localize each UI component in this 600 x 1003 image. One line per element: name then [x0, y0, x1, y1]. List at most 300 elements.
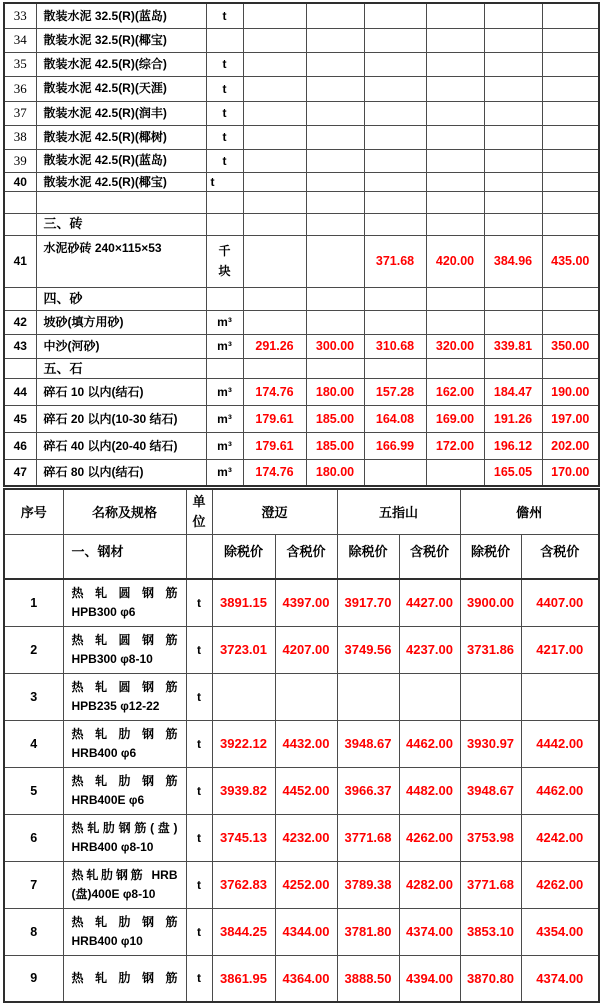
- material-row: [4, 334, 599, 358]
- price-cell: 4452.00: [275, 767, 337, 814]
- price-cell: 4344.00: [275, 908, 337, 955]
- price-cell: 4427.00: [399, 579, 460, 626]
- price-cell: 4432.00: [275, 720, 337, 767]
- price-cell: 291.26: [243, 334, 306, 358]
- section-steel-label: 一、钢材: [63, 534, 186, 579]
- unit-cell: t: [206, 52, 243, 76]
- price-cell: 3781.80: [337, 908, 399, 955]
- material-row: [4, 406, 599, 433]
- price-cell: [243, 287, 306, 310]
- price-cell: 185.00: [306, 433, 364, 460]
- price-cell: 196.12: [484, 433, 542, 460]
- price-cell: [426, 125, 484, 149]
- unit-cell: t: [206, 172, 243, 191]
- unit-cell: m³: [206, 433, 243, 460]
- price-cell: [306, 310, 364, 334]
- price-cell: 3749.56: [337, 626, 399, 673]
- material-row: [4, 52, 599, 76]
- material-row: [4, 172, 599, 191]
- price-cell: 170.00: [542, 460, 599, 486]
- material-row: [4, 235, 599, 287]
- price-cell: [426, 358, 484, 379]
- row-number-cell: 33: [4, 3, 36, 28]
- price-ex-tax-header: 除税价: [337, 534, 399, 579]
- price-cell: [484, 287, 542, 310]
- price-cell: 179.61: [243, 406, 306, 433]
- price-cell: [542, 310, 599, 334]
- unit-cell: t: [186, 673, 212, 720]
- price-cell: [364, 76, 426, 101]
- price-cell: [542, 213, 599, 235]
- item-name-line1: 热 轧 圆 钢 筋: [71, 586, 178, 601]
- price-cell: [364, 287, 426, 310]
- row-number-cell: [4, 191, 36, 213]
- item-name-cell: 散装水泥 32.5(R)(椰宝): [36, 28, 206, 52]
- row-number-cell: 45: [4, 406, 36, 433]
- price-cell: 310.68: [364, 334, 426, 358]
- price-cell: 3948.67: [337, 720, 399, 767]
- unit-cell: t: [186, 579, 212, 626]
- price-cell: 3922.12: [212, 720, 275, 767]
- price-cell: [306, 287, 364, 310]
- unit-cell: t: [186, 861, 212, 908]
- price-cell: [426, 460, 484, 486]
- price-ex-tax-header: 除税价: [460, 534, 521, 579]
- steel-row: [4, 908, 599, 955]
- price-cell: 3891.15: [212, 579, 275, 626]
- price-cell: [542, 125, 599, 149]
- unit-cell: t: [186, 767, 212, 814]
- price-cell: [484, 191, 542, 213]
- price-cell: [243, 191, 306, 213]
- row-number-cell: 46: [4, 433, 36, 460]
- price-cell: 3771.68: [460, 861, 521, 908]
- price-cell: 4252.00: [275, 861, 337, 908]
- price-cell: [484, 213, 542, 235]
- steel-price-table: [3, 488, 600, 1003]
- price-cell: 4232.00: [275, 814, 337, 861]
- price-cell: 4394.00: [399, 955, 460, 1002]
- price-cell: 174.76: [243, 460, 306, 486]
- price-cell: 4407.00: [521, 579, 599, 626]
- price-cell: 3844.25: [212, 908, 275, 955]
- price-cell: 190.00: [542, 379, 599, 406]
- row-number-cell: 6: [4, 814, 63, 861]
- steel-header-row: [4, 489, 599, 534]
- item-name-cell: [63, 579, 186, 626]
- price-cell: [542, 149, 599, 172]
- row-number-cell: 3: [4, 673, 63, 720]
- price-inc-tax-header: 含税价: [399, 534, 460, 579]
- price-cell: [484, 101, 542, 125]
- price-cell: 4207.00: [275, 626, 337, 673]
- price-cell: 350.00: [542, 334, 599, 358]
- seq-header-spacer: [4, 534, 63, 579]
- price-cell: 197.00: [542, 406, 599, 433]
- price-cell: 384.96: [484, 235, 542, 287]
- steel-row: [4, 720, 599, 767]
- price-cell: [521, 673, 599, 720]
- city-header-wuzhishan: 五指山: [337, 489, 460, 534]
- price-cell: [460, 673, 521, 720]
- price-cell: [542, 172, 599, 191]
- unit-cell: t: [206, 3, 243, 28]
- steel-row: [4, 955, 599, 1002]
- row-number-cell: 36: [4, 76, 36, 101]
- price-cell: [243, 101, 306, 125]
- price-cell: 165.05: [484, 460, 542, 486]
- material-row: [4, 3, 599, 28]
- row-number-cell: 7: [4, 861, 63, 908]
- row-number-cell: 42: [4, 310, 36, 334]
- price-cell: [542, 191, 599, 213]
- price-cell: 202.00: [542, 433, 599, 460]
- unit-cell: m³: [206, 334, 243, 358]
- item-name-line1: 热 轧 圆 钢 筋: [71, 679, 178, 694]
- material-row: [4, 379, 599, 406]
- price-cell: [426, 3, 484, 28]
- item-name-cell: 碎石 10 以内(结石): [36, 379, 206, 406]
- unit-cell: [206, 191, 243, 213]
- price-cell: [484, 52, 542, 76]
- item-name-line2: HRB400 φ6: [71, 745, 137, 760]
- material-row: [4, 125, 599, 149]
- price-cell: [364, 191, 426, 213]
- item-name-cell: [63, 720, 186, 767]
- price-cell: [306, 3, 364, 28]
- city-header-danzhou: 儋州: [460, 489, 599, 534]
- price-cell: 4217.00: [521, 626, 599, 673]
- price-cell: 4442.00: [521, 720, 599, 767]
- price-cell: [399, 673, 460, 720]
- price-cell: [426, 101, 484, 125]
- item-name-line1: 热 轧 肋 钢 筋: [71, 773, 178, 788]
- unit-cell: m³: [206, 379, 243, 406]
- price-cell: [542, 76, 599, 101]
- material-row: [4, 310, 599, 334]
- price-cell: [484, 76, 542, 101]
- price-cell: [306, 172, 364, 191]
- price-cell: [243, 28, 306, 52]
- price-cell: [306, 76, 364, 101]
- row-number-cell: 5: [4, 767, 63, 814]
- price-cell: [484, 358, 542, 379]
- item-name-line2: HPB300 φ6: [71, 604, 136, 619]
- row-number-cell: 47: [4, 460, 36, 486]
- price-cell: [364, 358, 426, 379]
- price-cell: [426, 28, 484, 52]
- price-cell: 157.28: [364, 379, 426, 406]
- row-number-cell: 34: [4, 28, 36, 52]
- price-cell: [426, 172, 484, 191]
- price-cell: [364, 101, 426, 125]
- unit-cell: m³: [206, 310, 243, 334]
- material-row: [4, 149, 599, 172]
- unit-cell: t: [206, 101, 243, 125]
- unit-cell: t: [186, 955, 212, 1002]
- price-cell: [306, 149, 364, 172]
- price-cell: [243, 52, 306, 76]
- price-cell: [364, 213, 426, 235]
- price-cell: 435.00: [542, 235, 599, 287]
- row-number-cell: 43: [4, 334, 36, 358]
- unit-cell: t: [206, 149, 243, 172]
- steel-row: [4, 673, 599, 720]
- price-cell: [364, 125, 426, 149]
- item-name-cell: [63, 814, 186, 861]
- unit-cell: t: [186, 908, 212, 955]
- row-number-cell: [4, 287, 36, 310]
- section-label-cell: 三、砖: [36, 213, 206, 235]
- price-cell: 3939.82: [212, 767, 275, 814]
- price-cell: [243, 310, 306, 334]
- price-cell: 3731.86: [460, 626, 521, 673]
- unit-cell: m³: [206, 406, 243, 433]
- item-name-line2: HRB400E φ6: [71, 792, 145, 807]
- price-cell: 169.00: [426, 406, 484, 433]
- name-spec-header: 名称及规格: [63, 489, 186, 534]
- item-name-line1: 热 轧 圆 钢 筋: [71, 632, 178, 647]
- price-cell: [243, 76, 306, 101]
- unit-cell: t: [206, 125, 243, 149]
- item-name-cell: 散装水泥 42.5(R)(天涯): [36, 76, 206, 101]
- section-row: [4, 213, 599, 235]
- row-number-cell: 8: [4, 908, 63, 955]
- price-cell: [542, 52, 599, 76]
- section-label-cell: 五、石: [36, 358, 206, 379]
- price-cell: 3853.10: [460, 908, 521, 955]
- price-cell: 3745.13: [212, 814, 275, 861]
- row-number-cell: 44: [4, 379, 36, 406]
- price-cell: 4237.00: [399, 626, 460, 673]
- material-row: [4, 433, 599, 460]
- steel-row: [4, 626, 599, 673]
- row-number-cell: 37: [4, 101, 36, 125]
- item-name-cell: 坡砂(填方用砂): [36, 310, 206, 334]
- item-name-line2: (盘)400E φ8-10: [71, 886, 156, 901]
- price-cell: [306, 358, 364, 379]
- price-cell: [306, 101, 364, 125]
- price-cell: 164.08: [364, 406, 426, 433]
- price-cell: [426, 191, 484, 213]
- price-cell: 4354.00: [521, 908, 599, 955]
- price-cell: 166.99: [364, 433, 426, 460]
- price-inc-tax-header: 含税价: [275, 534, 337, 579]
- city-header-chengmai: 澄迈: [212, 489, 337, 534]
- price-cell: [364, 149, 426, 172]
- price-cell: 3870.80: [460, 955, 521, 1002]
- price-cell: 420.00: [426, 235, 484, 287]
- price-cell: 3861.95: [212, 955, 275, 1002]
- price-cell: 4374.00: [521, 955, 599, 1002]
- price-cell: [426, 310, 484, 334]
- item-name-cell: [36, 191, 206, 213]
- price-cell: 4282.00: [399, 861, 460, 908]
- item-name-cell: 散装水泥 42.5(R)(椰宝): [36, 172, 206, 191]
- price-cell: [364, 310, 426, 334]
- item-name-cell: 散装水泥 42.5(R)(椰树): [36, 125, 206, 149]
- price-cell: [542, 3, 599, 28]
- item-name-cell: [63, 626, 186, 673]
- material-row: [4, 101, 599, 125]
- price-cell: 179.61: [243, 433, 306, 460]
- price-cell: [484, 172, 542, 191]
- price-cell: [306, 213, 364, 235]
- price-cell: [364, 3, 426, 28]
- item-name-cell: 碎石 40 以内(20-40 结石): [36, 433, 206, 460]
- unit-cell: [206, 28, 243, 52]
- price-cell: 3917.70: [337, 579, 399, 626]
- item-name-cell: 水泥砂砖 240×115×53: [36, 235, 206, 287]
- price-cell: [212, 673, 275, 720]
- price-cell: 3753.98: [460, 814, 521, 861]
- price-cell: [426, 287, 484, 310]
- row-number-cell: 9: [4, 955, 63, 1002]
- item-name-cell: 碎石 80 以内(结石): [36, 460, 206, 486]
- price-cell: [484, 149, 542, 172]
- unit-cell: m³: [206, 460, 243, 486]
- price-cell: [542, 287, 599, 310]
- item-name-cell: [63, 767, 186, 814]
- materials-price-table: [3, 2, 600, 487]
- price-cell: 174.76: [243, 379, 306, 406]
- price-cell: 184.47: [484, 379, 542, 406]
- price-cell: 172.00: [426, 433, 484, 460]
- unit-header: 单位: [186, 489, 212, 534]
- price-cell: [243, 149, 306, 172]
- price-cell: 3762.83: [212, 861, 275, 908]
- steel-row: [4, 814, 599, 861]
- price-cell: [364, 460, 426, 486]
- price-cell: 339.81: [484, 334, 542, 358]
- price-cell: [426, 149, 484, 172]
- price-ex-tax-header: 除税价: [212, 534, 275, 579]
- row-number-cell: 38: [4, 125, 36, 149]
- price-cell: 180.00: [306, 460, 364, 486]
- item-name-cell: 中沙(河砂): [36, 334, 206, 358]
- item-name-cell: 散装水泥 32.5(R)(蓝岛): [36, 3, 206, 28]
- steel-subheader-row: [4, 534, 599, 579]
- price-cell: [542, 358, 599, 379]
- unit-cell: [206, 213, 243, 235]
- unit-cell: t: [186, 720, 212, 767]
- price-cell: [243, 172, 306, 191]
- price-cell: [275, 673, 337, 720]
- material-row: [4, 76, 599, 101]
- item-name-line1: 热 轧 肋 钢 筋: [71, 970, 178, 985]
- price-cell: [484, 28, 542, 52]
- price-cell: 162.00: [426, 379, 484, 406]
- unit-header-spacer: [186, 534, 212, 579]
- price-cell: [306, 235, 364, 287]
- price-inc-tax-header: 含税价: [521, 534, 599, 579]
- price-cell: 3930.97: [460, 720, 521, 767]
- row-number-cell: [4, 358, 36, 379]
- material-row: [4, 28, 599, 52]
- row-number-cell: 41: [4, 235, 36, 287]
- item-name-line2: HPB300 φ8-10: [71, 651, 153, 666]
- price-cell: [364, 172, 426, 191]
- price-cell: [484, 125, 542, 149]
- unit-cell: 千 块: [206, 235, 243, 287]
- price-cell: 4397.00: [275, 579, 337, 626]
- price-cell: [426, 76, 484, 101]
- price-cell: [243, 3, 306, 28]
- section-row: [4, 287, 599, 310]
- item-name-cell: [63, 861, 186, 908]
- spacer-row: [4, 191, 599, 213]
- unit-cell: t: [206, 76, 243, 101]
- item-name-line2: HRB400 φ8-10: [71, 839, 154, 854]
- price-cell: 4462.00: [399, 720, 460, 767]
- price-cell: 300.00: [306, 334, 364, 358]
- price-cell: [243, 125, 306, 149]
- price-cell: 4242.00: [521, 814, 599, 861]
- price-cell: 4462.00: [521, 767, 599, 814]
- material-row: [4, 460, 599, 486]
- price-cell: 320.00: [426, 334, 484, 358]
- item-name-cell: 碎石 20 以内(10-30 结石): [36, 406, 206, 433]
- unit-cell: t: [186, 626, 212, 673]
- row-number-cell: 4: [4, 720, 63, 767]
- price-cell: 3888.50: [337, 955, 399, 1002]
- item-name-line2: HRB400 φ10: [71, 933, 143, 948]
- price-cell: 4262.00: [521, 861, 599, 908]
- price-cell: [306, 191, 364, 213]
- price-cell: [484, 310, 542, 334]
- price-cell: [243, 213, 306, 235]
- price-cell: 191.26: [484, 406, 542, 433]
- row-number-cell: 35: [4, 52, 36, 76]
- item-name-cell: [63, 955, 186, 1002]
- item-name-line2: HPB235 φ12-22: [71, 698, 160, 713]
- price-cell: 3966.37: [337, 767, 399, 814]
- price-cell: [364, 28, 426, 52]
- item-name-cell: 散装水泥 42.5(R)(蓝岛): [36, 149, 206, 172]
- price-cell: 180.00: [306, 379, 364, 406]
- item-name-cell: 散装水泥 42.5(R)(综合): [36, 52, 206, 76]
- price-cell: 3900.00: [460, 579, 521, 626]
- row-number-cell: 2: [4, 626, 63, 673]
- price-cell: [364, 52, 426, 76]
- price-cell: 4374.00: [399, 908, 460, 955]
- price-cell: 4364.00: [275, 955, 337, 1002]
- section-row: [4, 358, 599, 379]
- price-cell: [542, 28, 599, 52]
- price-cell: 4262.00: [399, 814, 460, 861]
- row-number-cell: 1: [4, 579, 63, 626]
- steel-row: [4, 861, 599, 908]
- price-cell: 3723.01: [212, 626, 275, 673]
- unit-cell: t: [186, 814, 212, 861]
- price-cell: [484, 3, 542, 28]
- section-label-cell: 四、砂: [36, 287, 206, 310]
- item-name-cell: [63, 908, 186, 955]
- row-number-cell: 40: [4, 172, 36, 191]
- unit-cell: [206, 358, 243, 379]
- price-cell: [337, 673, 399, 720]
- price-cell: 4482.00: [399, 767, 460, 814]
- price-cell: [426, 52, 484, 76]
- price-cell: 185.00: [306, 406, 364, 433]
- item-name-line1: 热 轧 肋 钢 筋: [71, 914, 178, 929]
- item-name-line1: 热 轧 肋 钢 筋: [71, 726, 178, 741]
- price-cell: [306, 125, 364, 149]
- price-cell: [426, 213, 484, 235]
- steel-row: [4, 767, 599, 814]
- price-cell: [306, 52, 364, 76]
- price-cell: 3789.38: [337, 861, 399, 908]
